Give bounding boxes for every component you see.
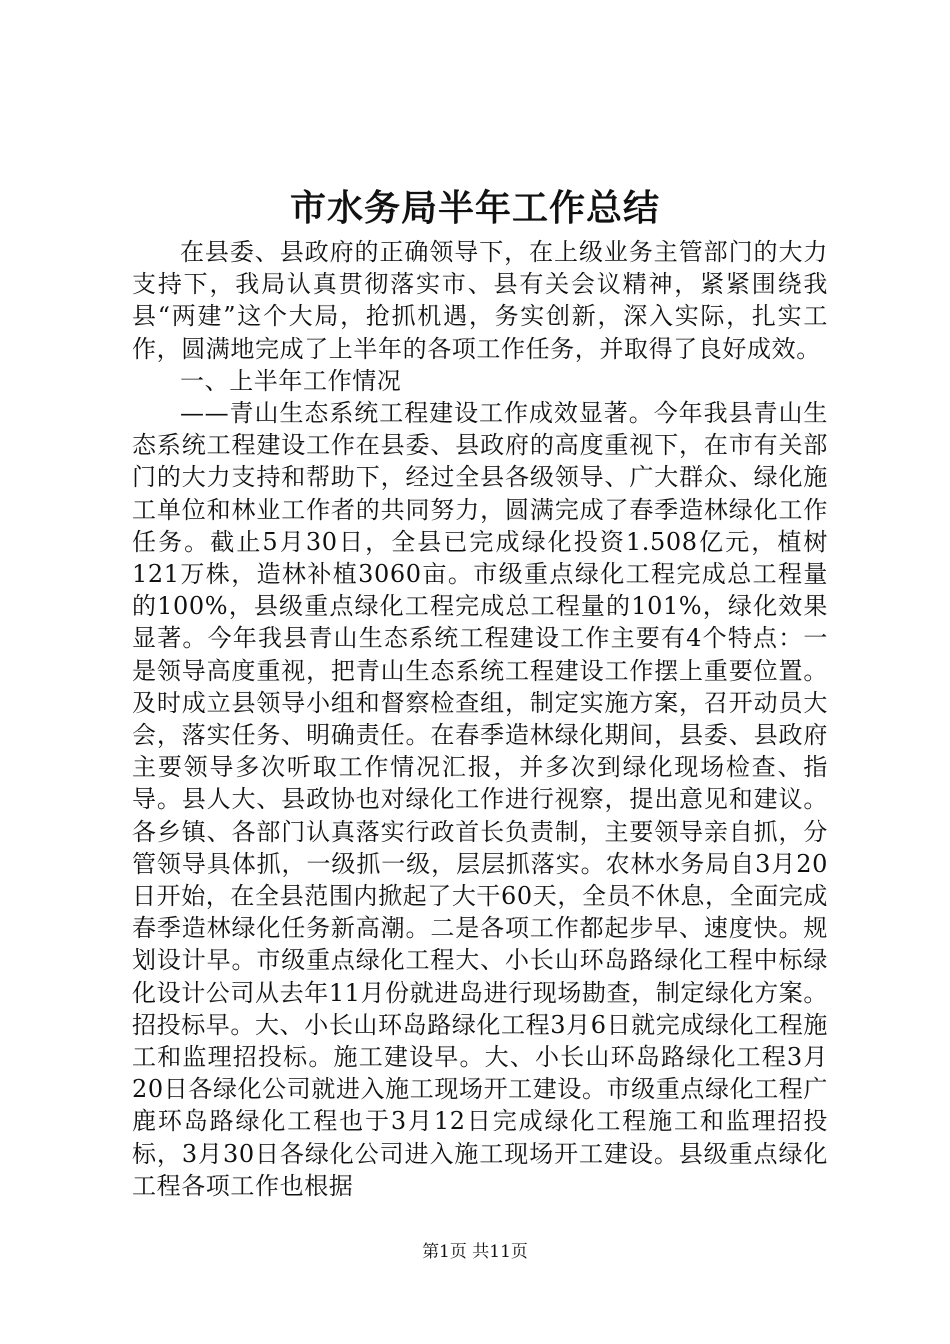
document-body xyxy=(132,236,828,1202)
section-heading: 一、上半年工作情况 xyxy=(180,366,402,395)
intro-paragraph: 在县委、县政府的正确领导下，在上级业务主管部门的大力支持下，我局认真贯彻落实市、县有关会议精神，紧紧围绕我县“两建”这个大局，抢抓机遇，务实创新，深入实际，扎实工作，圆满地完成了上半年的各项工作任务，并取得了良好成效。 xyxy=(132,238,828,363)
body-paragraph: ——青山生态系统工程建设工作成效显著。今年我县青山生态系统工程建设工作在县委、县政府的高度重视下，在市有关部门的大力支持和帮助下，经过全县各级领导、广大群众、绿化施工单位和林业工作者的共同努力，圆满完成了春季造林绿化工作任务。截止5月30日，全县已完成绿化投资1.508亿元，植树121万株，造林补植3060亩。市级重点绿化工程完成总工程量的100%，县级重点绿化工程完成总工程量的101%，绿化效果显著。今年我县青山生态系统工程建设工作主要有4个特点：一是领导高度重视，把青山生态系统工程建设工作摆上重要位置。及时成立县领导小组和督察检查组，制定实施方案，召开动员大会，落实任务、明确责任。在春季造林绿化期间，县委、县政府主要领导多次听取工作情况汇报，并多次到绿化现场检查、指导。县人大、县政协也对绿化工作进行视察，提出意见和建议。各乡镇、各部门认真落实行政首长负责制，主要领导亲自抓，分管领导具体抓，一级抓一级，层层抓落实。农林水务局自3月20日开始，在全县范围内掀起了大干60天，全员不休息，全面完成春季造林绿化任务新高潮。二是各项工作都起步早、速度快。规划设计早。市级重点绿化工程大、小长山环岛路绿化工程中标绿化设计公司从去年11月份就进岛进行现场勘查，制定绿化方案。招投标早。大、小长山环岛路绿化工程3月6日就完成绿化工程施工和监理招投标。施工建设早。大、小长山环岛路绿化工程3月20日各绿化公司就进入施工现场开工建设。市级重点绿化工程广鹿环岛路绿化工程也于3月12日完成绿化工程施工和监理招投标，3月30日各绿化公司进入施工现场开工建设。县级重点绿化工程各项工作也根据 xyxy=(132,399,828,1200)
page-number: 第1页 共11页 xyxy=(422,1242,528,1262)
document-title: 市水务局半年工作总结 xyxy=(289,187,660,229)
page-footer xyxy=(0,1240,950,1264)
